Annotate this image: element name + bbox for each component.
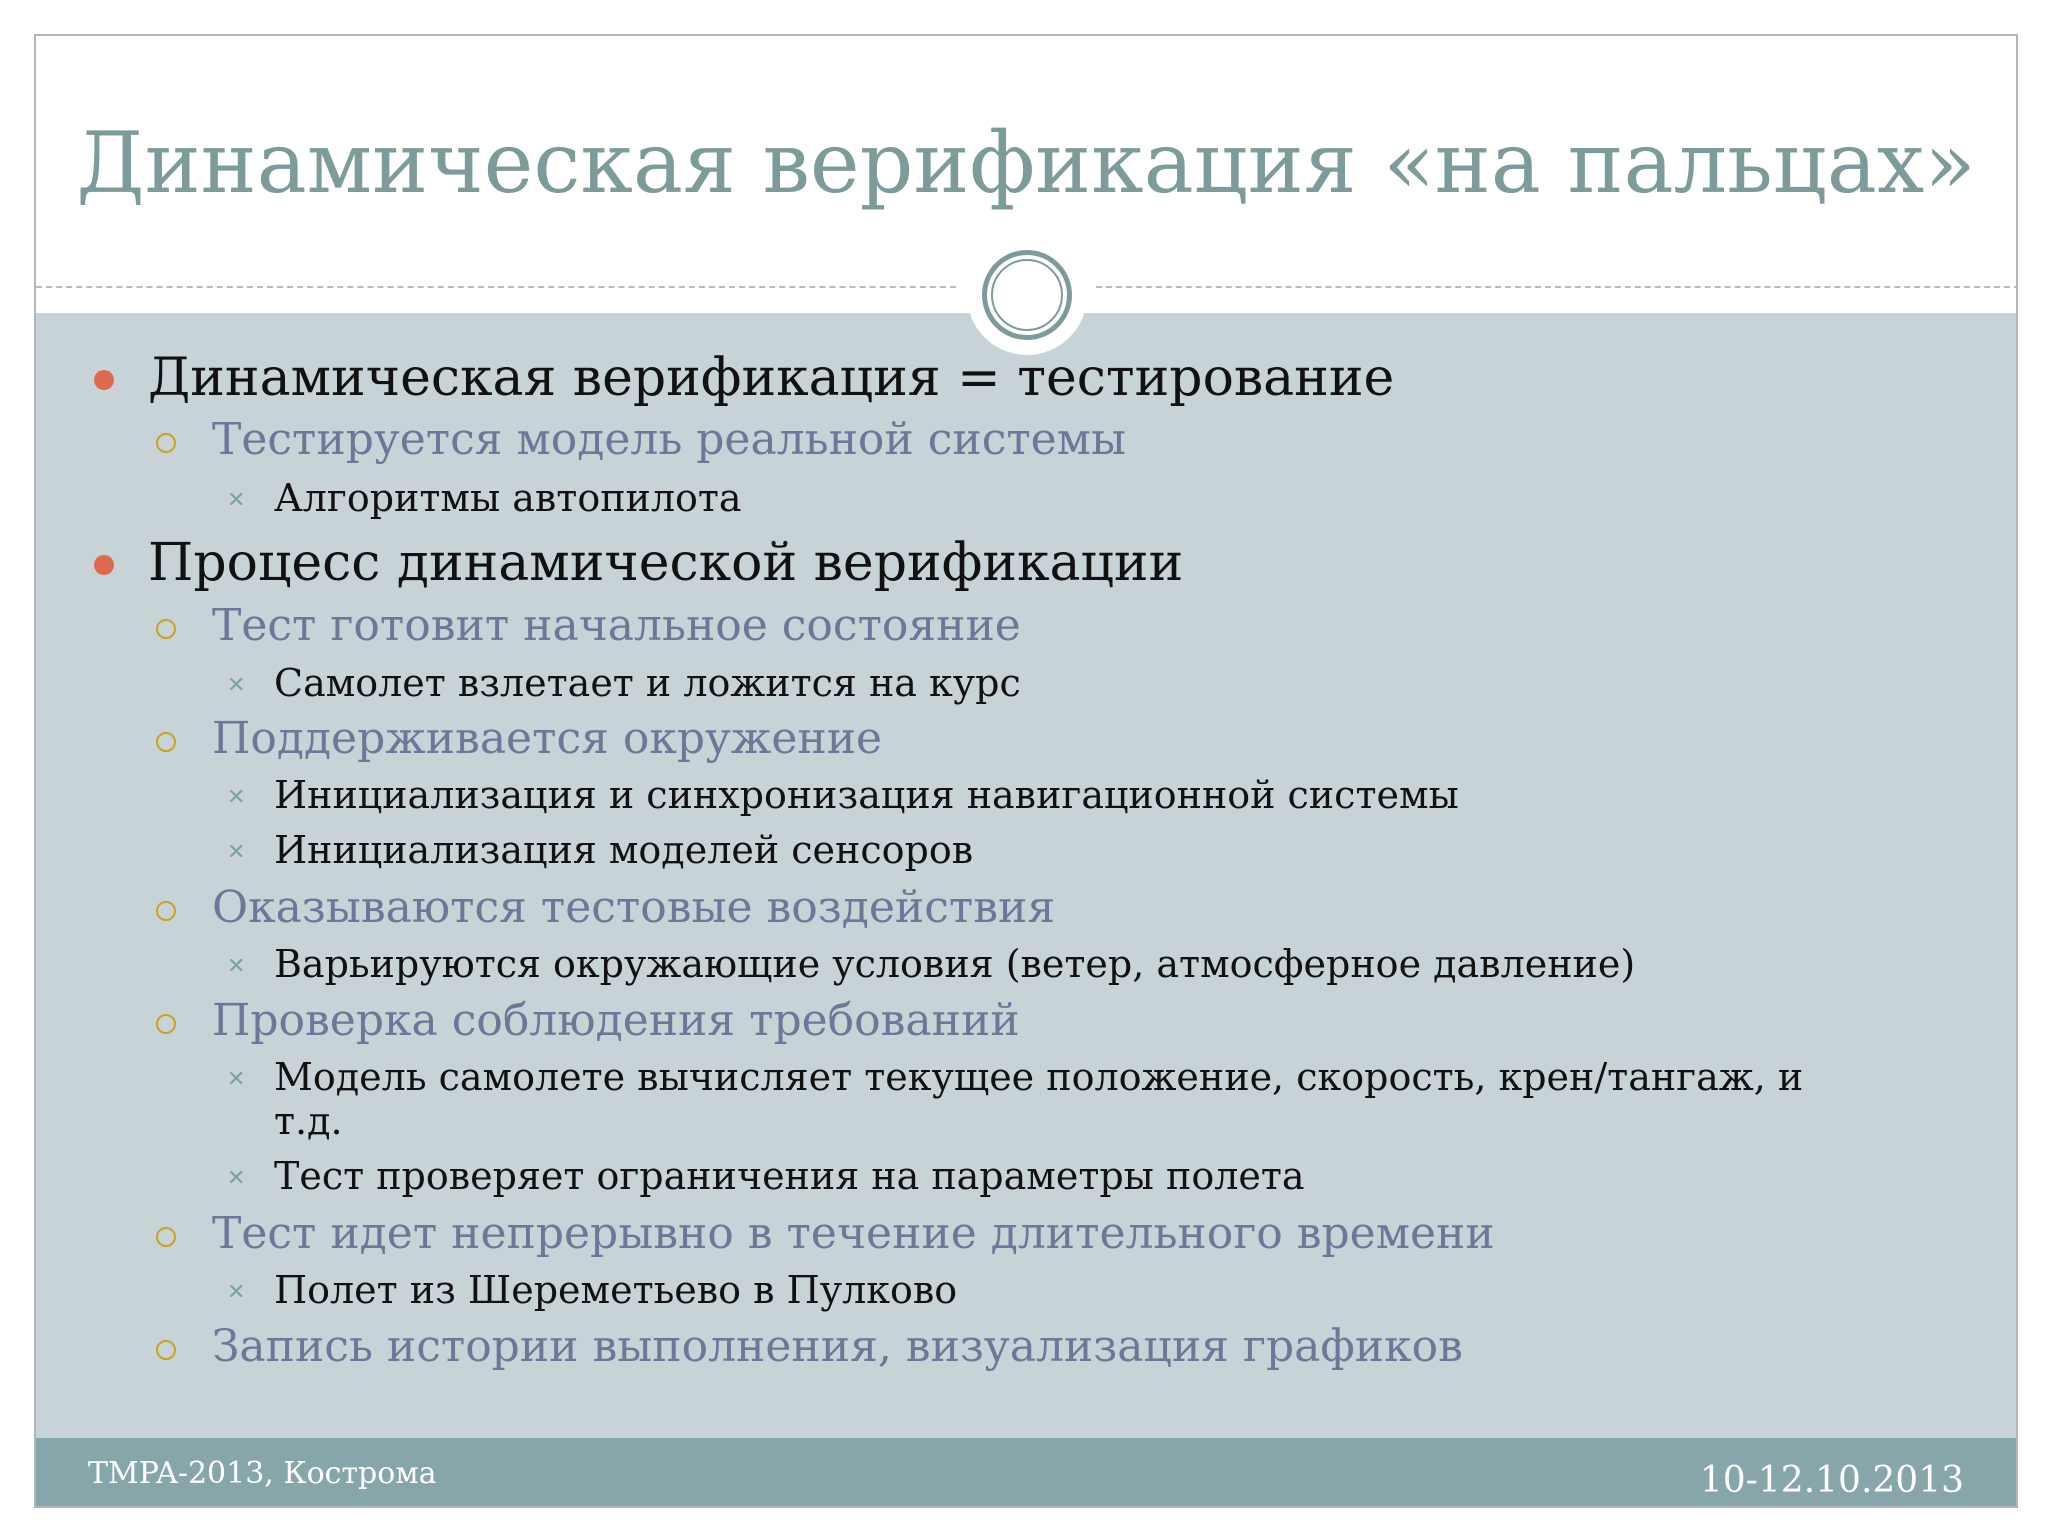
footer-conference: TMPA-2013, Кострома <box>88 1456 437 1491</box>
bullet-item: Тестируется модель реальной системы <box>212 414 1126 465</box>
hollow-circle-bullet-icon <box>156 1014 176 1034</box>
title-divider-left <box>36 286 956 288</box>
hollow-circle-bullet-icon <box>156 732 176 752</box>
filled-circle-bullet-icon <box>94 370 114 390</box>
bullet-item: Динамическая верификация = тестирование <box>148 348 1395 408</box>
title-divider-right <box>1096 286 2018 288</box>
hollow-circle-bullet-icon <box>156 619 176 639</box>
cross-bullet-icon: ✕ <box>227 1280 246 1305</box>
bullet-item: Алгоритмы автопилота <box>274 476 742 520</box>
cross-bullet-icon: ✕ <box>227 954 246 979</box>
bullet-item: Поддерживается окружение <box>212 713 883 764</box>
bullet-item: Тест готовит начальное состояние <box>212 600 1021 651</box>
cross-bullet-icon: ✕ <box>227 840 246 865</box>
filled-circle-bullet-icon <box>94 555 114 575</box>
hollow-circle-bullet-icon <box>156 1227 176 1247</box>
hollow-circle-bullet-icon <box>156 433 176 453</box>
slide-title: Динамическая верификация «на пальцах» <box>76 114 1976 212</box>
ring-ornament-inner <box>991 259 1063 331</box>
slide-frame <box>34 34 2018 1508</box>
bullet-item: Модель самолете вычисляет текущее положение, скорость, крен/тангаж, и <box>274 1055 1804 1099</box>
footer-date: 10-12.10.2013 <box>1699 1460 1964 1501</box>
bullet-item: Инициализация и синхронизация навигационной системы <box>274 773 1459 817</box>
bullet-item: Полет из Шереметьево в Пулково <box>274 1268 958 1312</box>
bullet-item: Варьируются окружающие условия (ветер, атмосферное давление) <box>274 942 1636 986</box>
bullet-item: Самолет взлетает и ложится на курс <box>274 661 1021 705</box>
hollow-circle-bullet-icon <box>156 1340 176 1360</box>
slide-footer <box>36 1438 2016 1508</box>
cross-bullet-icon: ✕ <box>227 673 246 698</box>
bullet-item: Тест проверяет ограничения на параметры полета <box>274 1154 1305 1198</box>
bullet-item: Проверка соблюдения требований <box>212 995 1020 1046</box>
cross-bullet-icon: ✕ <box>227 488 246 513</box>
cross-bullet-icon: ✕ <box>227 1166 246 1191</box>
bullet-item-continuation: т.д. <box>274 1099 343 1143</box>
cross-bullet-icon: ✕ <box>227 785 246 810</box>
bullet-item: Процесс динамической верификации <box>148 533 1184 593</box>
cross-bullet-icon: ✕ <box>227 1067 246 1092</box>
bullet-item: Запись истории выполнения, визуализация графиков <box>212 1321 1463 1372</box>
bullet-item: Инициализация моделей сенсоров <box>274 828 974 872</box>
hollow-circle-bullet-icon <box>156 901 176 921</box>
bullet-item: Тест идет непрерывно в течение длительного времени <box>212 1208 1495 1259</box>
bullet-item: Оказываются тестовые воздействия <box>212 882 1056 933</box>
